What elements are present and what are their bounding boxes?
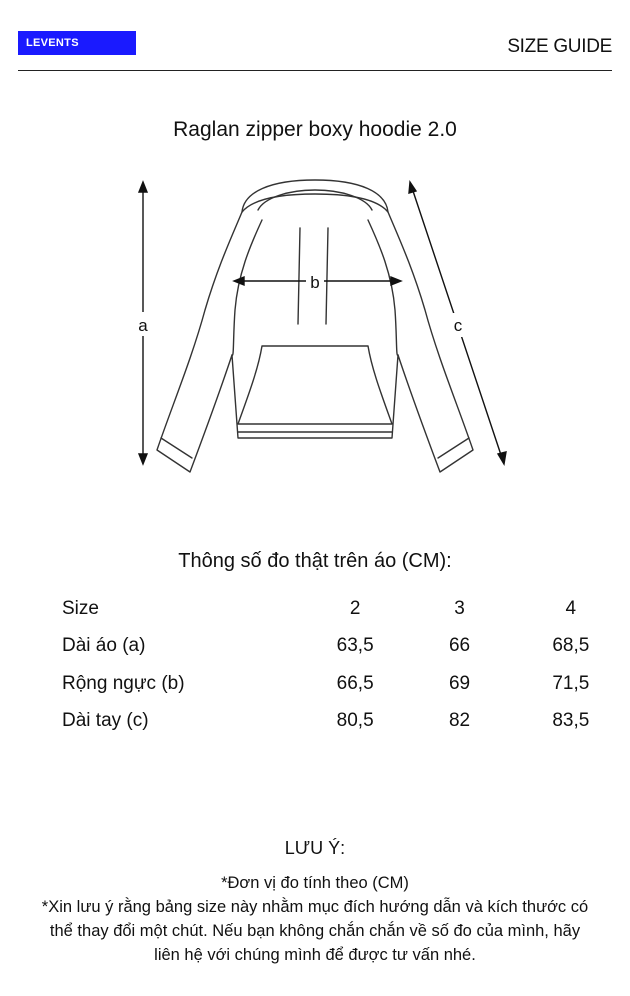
table-cell: 80,5: [336, 710, 374, 732]
header: [18, 30, 612, 71]
table-row: [52, 703, 630, 741]
measure-b-arrow-right: [391, 277, 401, 285]
table-cell: 82: [448, 710, 471, 732]
spec-title: Thông số đo thật trên áo (CM):: [178, 550, 452, 572]
unit-note: *Đơn vị đo tính theo (CM): [221, 874, 409, 892]
measure-c-label: c: [453, 316, 463, 335]
table-cell: 71,5: [552, 672, 590, 694]
left-raglan-seam: [232, 220, 262, 355]
body-outline: [157, 212, 473, 472]
hood-inner: [258, 190, 372, 210]
measure-b-label: b: [310, 273, 320, 292]
hoodie-diagram: [0, 170, 630, 490]
size-table: [52, 590, 630, 740]
brand-logo[interactable]: LEVENTS: [18, 31, 136, 55]
table-header-row: [52, 590, 630, 628]
measure-a-arrow-bottom: [139, 454, 147, 464]
row-label: Dài áo (a): [62, 635, 146, 657]
notes-body: [40, 871, 590, 967]
measure-a-arrow-top: [139, 182, 147, 192]
left-drawstring: [298, 228, 300, 324]
table-header-cell: 2: [349, 597, 361, 619]
table-cell: 83,5: [552, 710, 590, 732]
table-header-cell: Size: [62, 597, 99, 619]
table-cell: 69: [448, 672, 471, 694]
right-raglan-seam: [368, 220, 398, 355]
table-cell: 68,5: [552, 635, 590, 657]
right-drawstring: [326, 228, 328, 324]
kangaroo-pocket: [238, 346, 392, 424]
row-label: Rộng ngực (b): [62, 672, 185, 694]
measure-a-label: a: [138, 316, 148, 335]
measure-c-arrow-top: [409, 182, 416, 193]
hood-outline: [242, 180, 388, 212]
page-section-title: SIZE GUIDE: [507, 36, 612, 57]
row-label: Dài tay (c): [62, 710, 149, 732]
measure-c-arrow-bottom: [498, 452, 506, 464]
product-title: Raglan zipper boxy hoodie 2.0: [173, 118, 457, 141]
table-row: [52, 665, 630, 703]
table-row: [52, 628, 630, 666]
disclaimer-note: *Xin lưu ý rằng bảng size này nhằm mục đích hướng dẫn và kích thước có thể thay đổi một chút. Nếu bạn không chắn chắn về số đo của mình, hãy liên hệ với chúng mình để được tư vấn nhé.: [41, 898, 589, 964]
notes-title: LƯU Ý:: [284, 838, 346, 858]
table-header-cell: 4: [565, 597, 577, 619]
table-cell: 66: [448, 635, 471, 657]
table-cell: 63,5: [336, 635, 374, 657]
table-cell: 66,5: [336, 672, 374, 694]
table-header-cell: 3: [454, 597, 465, 619]
